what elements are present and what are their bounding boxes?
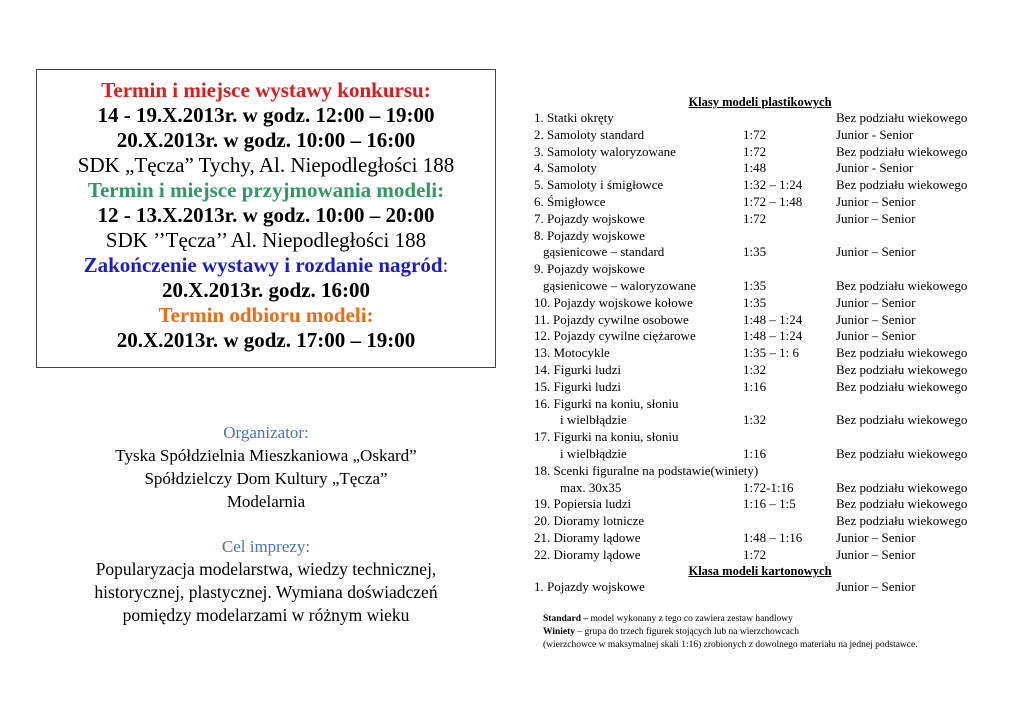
class-scale: 1:32 – 1:24 [743, 177, 803, 193]
class-age-group: Junior – Senior [836, 311, 916, 327]
classes-table [534, 95, 994, 595]
class-scale: 1:48 – 1:16 [743, 529, 803, 545]
class-row [534, 312, 994, 329]
class-age-group: Bez podziału wiekowego [836, 110, 968, 125]
note-winiety [543, 626, 1003, 639]
closing-date-day: 20.X.2013r [161, 278, 259, 302]
class-row [534, 295, 994, 312]
class-row [534, 547, 994, 564]
class-age-group: Junior - Senior [836, 160, 914, 176]
class-age-group: Junior – Senior [836, 193, 916, 209]
exhibition-dates-1: 14 - 19.X.2013r. w godz. 12:00 – 19:00 [97, 103, 435, 127]
class-row [534, 429, 994, 446]
closing-date-time: . godz. 16:00 [258, 278, 371, 302]
organizer-section [36, 421, 496, 627]
pickup-heading: Termin odbioru modeli: [158, 303, 374, 327]
aim-heading: Cel imprezy: [221, 537, 311, 556]
class-name: 22. Dioramy lądowe [534, 546, 641, 562]
closing-heading-text: Zakończenie wystawy i rozdanie nagród [83, 253, 443, 277]
class-name: 16. Figurki na koniu, słoniu [534, 395, 679, 411]
notes-section [543, 613, 1003, 652]
note-winiety-detail: (wierzchowce w maksymalnej skali 1:16) zrobionych z dowolnego materiału na jednej podstawce. [543, 640, 918, 650]
exhibition-term-heading: Termin i miejsce wystawy konkursu: [101, 78, 431, 102]
cardboard-classes-title: Klasa modeli kartonowych [688, 563, 832, 578]
note-winiety-term: Winiety [543, 627, 576, 637]
intake-term-heading: Termin i miejsce przyjmowania modeli: [87, 178, 445, 202]
class-name: 6. Śmigłowce [534, 193, 606, 209]
class-scale: 1:48 – 1:24 [743, 311, 803, 327]
class-scale: 1:48 – 1:24 [743, 328, 803, 344]
organizer-line-3: Modelarnia [226, 492, 306, 511]
class-age-group: Junior – Senior [836, 529, 916, 545]
class-age-group: Bez podziału wiekowego [836, 496, 968, 512]
class-age-group: Junior – Senior [836, 578, 916, 594]
class-name: 1. Pojazdy wojskowe [534, 578, 645, 594]
pickup-dates: 20.X.2013r. w godz. 17:00 – 19:00 [116, 328, 416, 352]
class-age-group: Bez podziału wiekowego [836, 378, 968, 394]
organizer-line-2: Spółdzielczy Dom Kultury „Tęcza” [144, 469, 388, 488]
class-name: max. 30x35 [560, 479, 622, 495]
aim-line-1: Popularyzacja modelarstwa, wiedzy technicznej, [95, 559, 437, 579]
class-scale: 1:32 [743, 361, 767, 377]
class-row [534, 496, 994, 513]
class-scale: 1:35 [743, 244, 767, 260]
class-age-group: Bez podziału wiekowego [836, 479, 968, 495]
class-scale: 1:16 – 1:5 [743, 496, 796, 512]
class-name: 3. Samoloty waloryzowane [534, 143, 676, 159]
class-row [534, 194, 994, 211]
class-row [534, 328, 994, 345]
class-name: 15. Figurki ludzi [534, 378, 622, 394]
class-name: 13. Motocykle [534, 345, 610, 361]
organizer-line-1: Tyska Spółdzielnia Mieszkaniowa „Oskard” [115, 446, 417, 465]
class-scale: 1:72 – 1:48 [743, 193, 803, 209]
class-name: 21. Dioramy lądowe [534, 529, 641, 545]
class-row [534, 211, 994, 228]
class-age-group: Bez podziału wiekowego [836, 412, 968, 428]
class-name: 7. Pojazdy wojskowe [534, 210, 645, 226]
class-name: i wielbłądzie [560, 412, 627, 428]
class-row [534, 446, 994, 463]
class-scale: 1:35 [743, 277, 767, 293]
class-scale: 1:72 [743, 143, 767, 159]
note-standard [543, 613, 1003, 626]
class-row [534, 127, 994, 144]
class-row [534, 110, 994, 127]
class-row [534, 362, 994, 379]
class-name: gąsienicowe – waloryzowane [543, 277, 697, 293]
class-name: 8. Pojazdy wojskowe [534, 227, 645, 243]
class-age-group: Bez podziału wiekowego [836, 513, 968, 529]
plastic-classes-list [534, 110, 994, 564]
class-name: 18. Scenki figuralne na podstawie(winiety) [534, 462, 759, 478]
class-name: 9. Pojazdy wojskowe [534, 261, 645, 277]
class-scale: 1:72-1:16 [743, 479, 794, 495]
class-scale: 1:72 [743, 546, 767, 562]
exhibition-dates-2: 20.X.2013r. w godz. 10:00 – 16:00 [116, 128, 416, 152]
class-age-group: Junior – Senior [836, 294, 916, 310]
class-row [534, 228, 994, 245]
class-name: 17. Figurki na koniu, słoniu [534, 429, 679, 445]
class-name: 11. Pojazdy cywilne osobowe [534, 311, 689, 327]
class-row [534, 412, 994, 429]
class-row [534, 278, 994, 295]
class-age-group: Bez podziału wiekowego [836, 445, 968, 461]
class-scale: 1:35 [743, 294, 767, 310]
class-row [534, 345, 994, 362]
class-scale: 1:72 [743, 210, 767, 226]
class-scale: 1:16 [743, 378, 767, 394]
class-row [534, 463, 994, 480]
class-scale: 1:16 [743, 445, 767, 461]
class-row [534, 379, 994, 396]
class-scale: 1:35 – 1: 6 [743, 345, 799, 361]
class-age-group: Junior – Senior [836, 210, 916, 226]
class-age-group: Junior – Senior [836, 328, 916, 344]
cardboard-classes-list [534, 579, 994, 596]
class-scale: 1:72 [743, 126, 767, 142]
class-age-group: Bez podziału wiekowego [836, 177, 968, 193]
note-standard-text: model wykonany z tego co zawiera zestaw handlowy [588, 614, 793, 624]
class-name: gąsienicowe – standard [543, 244, 665, 260]
closing-heading [37, 253, 495, 278]
class-name: 20. Dioramy lotnicze [534, 513, 645, 529]
class-name: 4. Samoloty [534, 160, 597, 176]
class-name: 14. Figurki ludzi [534, 361, 622, 377]
note-winiety-text: – grupa do trzech figurek stojących lub na wierzchowcach [575, 627, 799, 637]
intake-dates: 12 - 13.X.2013r. w godz. 10:00 – 20:00 [97, 203, 435, 227]
intake-place: SDK ’’Tęcza’’ Al. Niepodległości 188 [105, 228, 427, 252]
class-age-group: Junior – Senior [836, 546, 916, 562]
class-name: 12. Pojazdy cywilne ciężarowe [534, 328, 696, 344]
class-row [534, 160, 994, 177]
class-row [534, 513, 994, 530]
exhibition-info-box [36, 69, 496, 368]
class-row [534, 530, 994, 547]
aim-line-3: pomiędzy modelarzami w różnym wieku [122, 605, 410, 625]
class-age-group: Junior – Senior [836, 244, 916, 260]
closing-date [37, 278, 495, 303]
class-age-group: Bez podziału wiekowego [836, 143, 968, 159]
class-row [534, 480, 994, 497]
organizer-heading: Organizator: [223, 423, 309, 442]
class-name: 5. Samoloty i śmigłowce [534, 177, 664, 193]
class-name: 19. Popiersia ludzi [534, 496, 632, 512]
class-age-group: Junior - Senior [836, 126, 914, 142]
plastic-classes-title: Klasy modeli plastikowych [688, 95, 832, 109]
aim-line-2: historycznej, plastycznej. Wymiana doświadczeń [94, 582, 438, 602]
class-age-group: Bez podziału wiekowego [836, 277, 968, 293]
class-name: 2. Samoloty standard [534, 126, 645, 142]
class-row [534, 579, 994, 596]
class-name: i wielbłądzie [560, 445, 627, 461]
class-age-group: Bez podziału wiekowego [836, 361, 968, 377]
class-row [534, 244, 994, 261]
class-scale: 1:48 [743, 160, 767, 176]
class-row [534, 144, 994, 161]
class-row [534, 396, 994, 413]
class-age-group: Bez podziału wiekowego [836, 345, 968, 361]
class-row [534, 177, 994, 194]
exhibition-place: SDK „Tęcza” Tychy, Al. Niepodległości 188 [77, 153, 455, 177]
class-name: 10. Pojazdy wojskowe kołowe [534, 294, 693, 310]
class-row [534, 261, 994, 278]
class-name: 1. Statki okręty [534, 110, 614, 125]
note-standard-term: Standard – [543, 614, 589, 624]
closing-heading-colon: : [442, 253, 449, 277]
class-scale: 1:32 [743, 412, 767, 428]
